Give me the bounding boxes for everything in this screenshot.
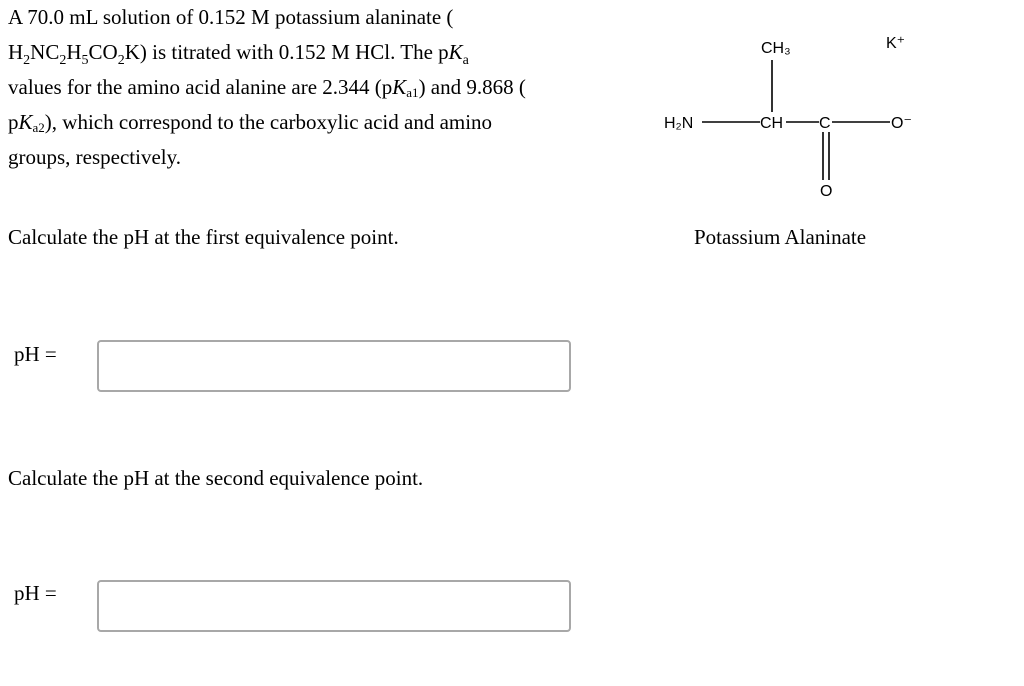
formula-nc: NC	[30, 40, 60, 64]
ch-label: CH	[760, 115, 784, 132]
question-second-equivalence: Calculate the pH at the second equivalence point.	[8, 466, 424, 490]
structure-diagram	[658, 20, 948, 210]
formula-h: H	[66, 40, 82, 64]
pka-k: K	[392, 75, 407, 99]
carbon-label: C	[819, 115, 831, 132]
problem-text: values for the amino acid alanine are 2.344 (p	[8, 75, 393, 99]
pka-p: p	[8, 110, 19, 134]
question-first-equivalence: Calculate the pH at the first equivalence point.	[8, 225, 399, 249]
problem-text: groups, respectively.	[8, 145, 182, 169]
formula-subscript: 5	[81, 53, 89, 68]
problem-line-5	[8, 140, 608, 175]
formula-h: H	[8, 40, 24, 64]
o-minus-label: O⁻	[891, 115, 912, 132]
ph-label-1: pH =	[14, 342, 57, 366]
formula-subscript: 2	[59, 53, 67, 68]
k-plus-label: K⁺	[886, 35, 906, 52]
problem-text: ), which correspond to the carboxylic acid and amino	[44, 110, 493, 134]
h2n-label: H₂N	[664, 115, 694, 132]
problem-line-3	[8, 70, 608, 105]
ph-answer-input-2[interactable]	[97, 580, 571, 632]
ph-answer-input-1[interactable]	[97, 340, 571, 392]
carbonyl-o-label: O	[820, 183, 833, 200]
pka-subscript: a2	[32, 120, 45, 135]
ph-label-2: pH =	[14, 581, 57, 605]
formula-co: CO	[88, 40, 118, 64]
potassium-alaninate-structure	[658, 20, 948, 210]
problem-text: K) is titrated with 0.152 M HCl. The p	[124, 40, 449, 64]
problem-line-2	[8, 35, 608, 70]
pka-k: K	[448, 40, 463, 64]
problem-text: ) and 9.868 (	[418, 75, 526, 99]
problem-line-4	[8, 105, 608, 140]
ch3-label: CH₃	[761, 40, 791, 57]
structure-caption: Potassium Alaninate	[694, 225, 867, 249]
pka-subscript: a1	[406, 85, 419, 100]
pka-subscript: a	[462, 53, 469, 68]
formula-subscript: 2	[117, 53, 125, 68]
problem-line-1	[8, 0, 608, 35]
problem-text: A 70.0 mL solution of 0.152 M potassium alaninate (	[8, 5, 454, 29]
formula-subscript: 2	[23, 53, 31, 68]
problem-statement	[8, 0, 608, 175]
pka-k: K	[18, 110, 33, 134]
